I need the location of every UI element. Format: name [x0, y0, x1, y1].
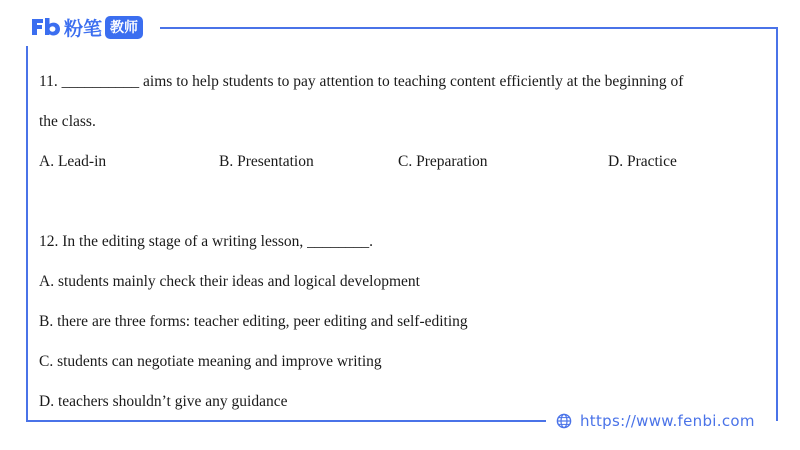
globe-icon — [556, 413, 572, 429]
q11-stem-line1: 11. __________ aims to help students to pay attention to teaching content efficiently at the beginning of — [39, 73, 684, 90]
brand-logo — [30, 14, 143, 40]
frame-bottom-line — [26, 420, 546, 422]
brand-name: 粉笔 — [64, 17, 103, 40]
q12-option-d: D. teachers shouldn’t give any guidance — [39, 393, 288, 410]
q11-option-c: C. Preparation — [398, 153, 488, 170]
fb-logo-icon — [30, 16, 62, 38]
q11-option-b: B. Presentation — [219, 153, 314, 170]
frame-right-line — [776, 27, 778, 421]
q11-stem-line2: the class. — [39, 113, 96, 130]
q12-option-b: B. there are three forms: teacher editing, peer editing and self-editing — [39, 313, 468, 330]
q12-option-a: A. students mainly check their ideas and logical development — [39, 273, 420, 290]
q12-option-c: C. students can negotiate meaning and improve writing — [39, 353, 382, 370]
q11-option-d: D. Practice — [608, 153, 677, 170]
q12-stem: 12. In the editing stage of a writing lesson, ________. — [39, 233, 374, 250]
frame-left-line — [26, 46, 28, 421]
frame-top-line — [160, 27, 778, 29]
brand-badge: 教师 — [105, 16, 143, 39]
footer-url[interactable] — [556, 410, 755, 432]
q11-option-a: A. Lead-in — [39, 153, 107, 170]
footer-url-text[interactable]: https://www.fenbi.com — [580, 412, 755, 430]
